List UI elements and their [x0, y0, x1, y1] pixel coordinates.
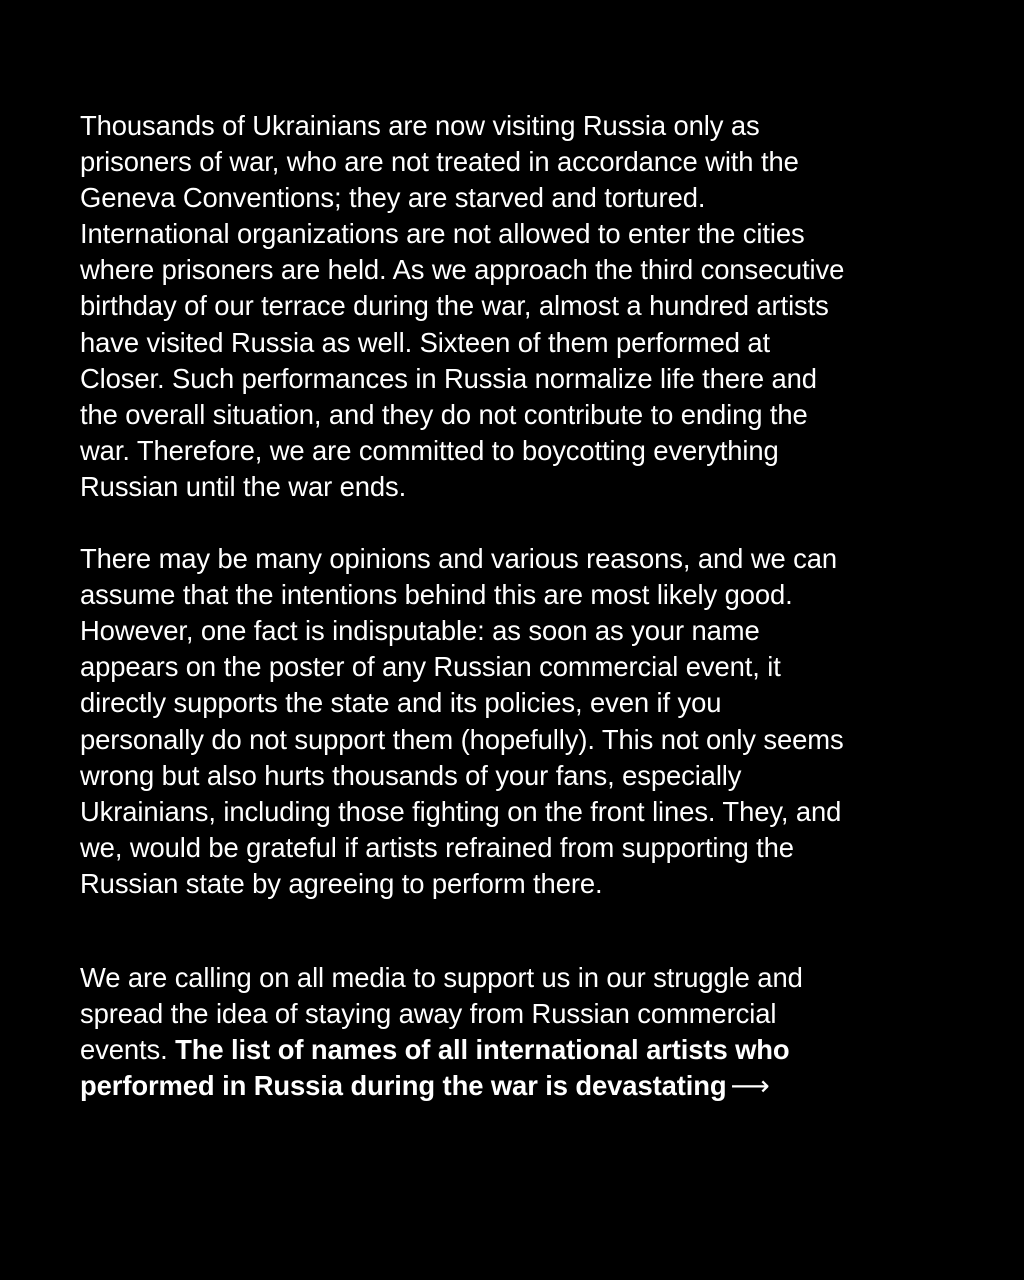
text-line: birthday of our terrace during the war, almost a hundred artists [80, 290, 829, 322]
text-line: However, one fact is indisputable: as soon as your name [80, 615, 760, 647]
text-line: Russian until the war ends. [80, 470, 407, 502]
text-line: International organizations are not allowed to enter the cities [80, 218, 805, 250]
paragraph-prisoners-of-war [80, 108, 960, 505]
text-line: have visited Russia as well. Sixteen of them performed at [80, 326, 771, 358]
text-line: personally do not support them (hopefully). This not only seems [80, 723, 844, 755]
document-body [80, 108, 960, 1104]
paragraph-media-call [80, 960, 960, 1104]
text-line: war. Therefore, we are committed to boycotting everything [80, 434, 779, 466]
text-line: where prisoners are held. As we approach the third consecutive [80, 254, 845, 286]
paragraph-opinions [80, 541, 960, 902]
text-bold-emphasis: The list of names of all international artists who [175, 1034, 790, 1066]
text-line: Thousands of Ukrainians are now visiting Russia only as [80, 110, 760, 141]
arrow-right-icon: ⟶ [730, 1070, 770, 1102]
text-line: wrong but also hurts thousands of your fans, especially [80, 759, 742, 791]
text-line: assume that the intentions behind this are most likely good. [80, 579, 793, 611]
text-line: prisoners of war, who are not treated in accordance with the [80, 146, 799, 178]
text-line: we, would be grateful if artists refrained from supporting the [80, 831, 794, 863]
text-line-mixed [80, 1032, 960, 1068]
text-line: appears on the poster of any Russian commercial event, it [80, 651, 781, 683]
text-bold-emphasis: performed in Russia during the war is devastating [80, 1070, 727, 1102]
text-line: Russian state by agreeing to perform there. [80, 867, 603, 899]
text-line-bold [80, 1068, 960, 1104]
text-regular: events. [80, 1034, 176, 1066]
text-line: Geneva Conventions; they are starved and tortured. [80, 182, 706, 214]
text-line: We are calling on all media to support us in our struggle and [80, 961, 803, 993]
text-line: directly supports the state and its policies, even if you [80, 687, 722, 719]
text-line: Closer. Such performances in Russia normalize life there and [80, 362, 817, 394]
text-line: the overall situation, and they do not contribute to ending the [80, 398, 808, 430]
text-line: spread the idea of staying away from Russian commercial [80, 998, 777, 1030]
text-line: Ukrainians, including those fighting on the front lines. They, and [80, 795, 842, 827]
text-line: There may be many opinions and various reasons, and we can [80, 543, 838, 575]
